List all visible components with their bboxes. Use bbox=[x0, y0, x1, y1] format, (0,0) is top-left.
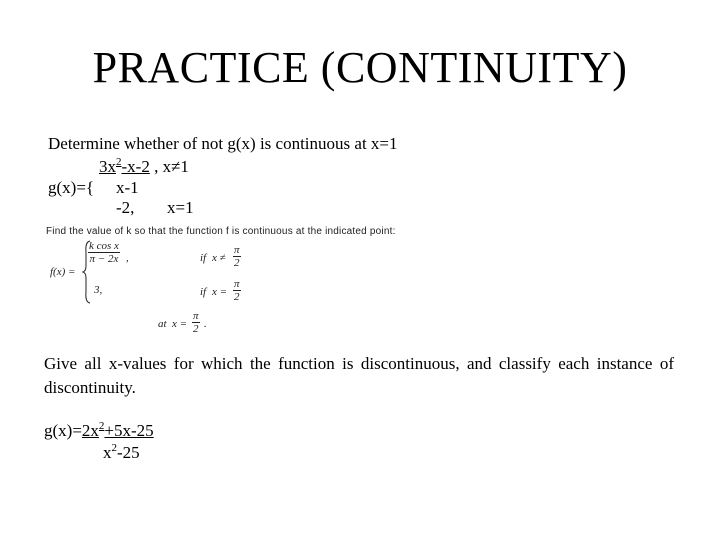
cond2-x: x = bbox=[212, 286, 228, 298]
cond1-if: if bbox=[200, 252, 207, 264]
fx-label: f(x) = bbox=[50, 266, 76, 278]
fraction-denominator: π − 2x bbox=[89, 253, 119, 265]
at-dot: . bbox=[204, 318, 207, 330]
at-label: at bbox=[158, 318, 167, 330]
problem1-case2-value: -2, bbox=[116, 198, 135, 217]
problem1-numerator bbox=[99, 157, 189, 177]
fraction-pi-over-2 bbox=[192, 310, 200, 335]
denominator-text-a: x bbox=[103, 443, 112, 462]
fraction-numerator: π bbox=[234, 244, 240, 256]
numerator-exponent: 2 bbox=[116, 156, 122, 168]
fraction-numerator: k cos x bbox=[89, 240, 119, 252]
fraction-denominator: 2 bbox=[234, 257, 240, 269]
problem2-prompt: Give all x-values for which the function is discontinuous, and classify each instance of discontinuity. bbox=[44, 354, 674, 397]
problem2-g-label: g(x)= bbox=[44, 421, 82, 440]
numerator-condition: , x≠1 bbox=[154, 157, 189, 176]
denominator-text-b: -25 bbox=[117, 443, 140, 462]
comma1: , bbox=[126, 252, 129, 264]
denominator-exponent: 2 bbox=[111, 442, 117, 454]
value-3: 3, bbox=[94, 284, 103, 296]
at-x: x = bbox=[172, 318, 188, 330]
problem2-denominator-line bbox=[103, 443, 140, 463]
cond2-if: if bbox=[200, 286, 207, 298]
problem1-case2-condition: x=1 bbox=[167, 198, 194, 217]
fraction-numerator: π bbox=[234, 278, 240, 290]
fraction-denominator: 2 bbox=[234, 291, 240, 303]
embedded-problem-image bbox=[44, 222, 434, 340]
fraction-denominator: 2 bbox=[193, 323, 199, 335]
cond1-x: x ≠ bbox=[212, 252, 226, 264]
problem1-denominator: x-1 bbox=[116, 178, 139, 197]
fraction-kcosx bbox=[88, 240, 120, 265]
slide-title: PRACTICE (CONTINUITY) bbox=[92, 43, 628, 92]
numerator-text-a: 3x bbox=[99, 157, 116, 176]
image-caption: Find the value of k so that the function f is continuous at the indicated point: bbox=[46, 226, 396, 237]
problem1-prompt: Determine whether of not g(x) is continuous at x=1 bbox=[48, 134, 398, 153]
fraction-pi-over-2 bbox=[233, 244, 241, 269]
fraction-numerator: π bbox=[193, 310, 199, 322]
problem2-numerator-line bbox=[44, 421, 154, 441]
fraction-pi-over-2 bbox=[233, 278, 241, 303]
numerator-text-b: +5x-25 bbox=[104, 421, 154, 440]
problem1-g-label: g(x)={ bbox=[48, 178, 95, 197]
left-brace-icon bbox=[82, 240, 92, 304]
numerator-text-b: -x-2 bbox=[121, 157, 150, 176]
numerator-text-a: 2x bbox=[81, 421, 99, 440]
numerator-exponent: 2 bbox=[98, 420, 105, 432]
